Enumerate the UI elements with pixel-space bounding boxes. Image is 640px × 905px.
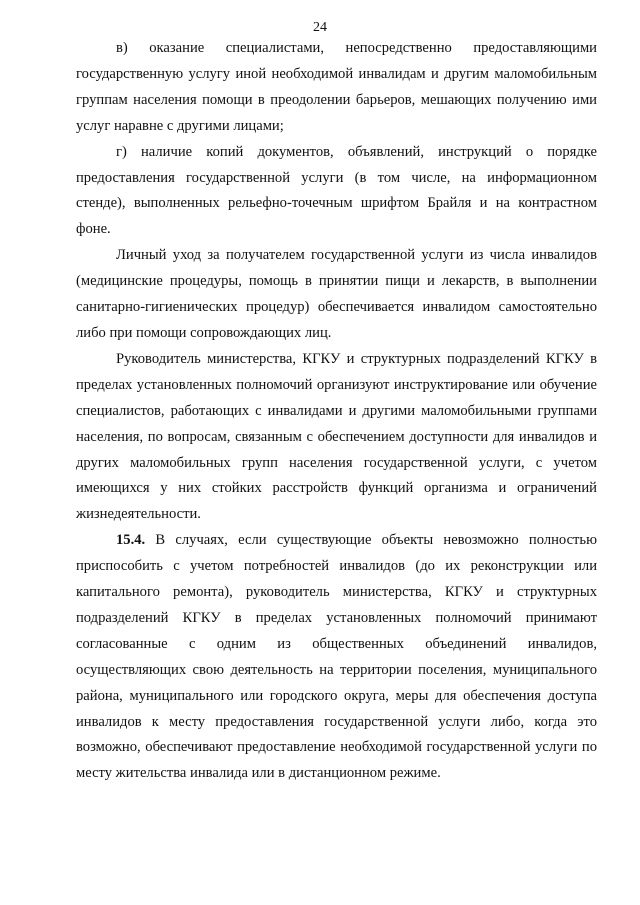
paragraph-personal-care: Личный уход за получателем государственной услуги из числа инвалидов (медицинские процедуры, помощь в принятии пищи и лекарств, в выполнении санитарно-гигиенических процедур) обеспечивается инвалидом самостоятельно либо при помощи сопровождающих лиц.: [76, 247, 597, 341]
paragraph-section-15-4: [76, 528, 597, 787]
paragraph-item-g: г) наличие копий документов, объявлений, инструкций о порядке предоставления государственной услуги (в том числе, на информационном стенде), выполненных рельефно-точечным шрифтом Брайля и на контрастном фоне.: [76, 143, 597, 238]
section-number: 15.4.: [116, 532, 146, 549]
paragraph-staff-training: Руководитель министерства, КГКУ и структурных подразделений КГКУ в пределах установленных полномочий организуют инструктирование или обучение специалистов, работающих с инвалидами и другими маломобильными группами населения, по вопросам, связанным с обеспечением доступности для инвалидов и других маломобильных групп населения государственной услуги, с учетом имеющихся у них стойких расстройств функций организма и ограничений жизнедеятельности.: [76, 350, 597, 523]
page-number: 24: [313, 20, 327, 35]
paragraph-item-v: в) оказание специалистами, непосредственно предоставляющими государственную услугу иной необходимой инвалидам и другим маломобильным группам населения помощи в преодолении барьеров, мешающих получению ими услуг наравне с другими лицами;: [76, 40, 597, 134]
document-body: [76, 36, 597, 787]
section-text: В случаях, если существующие объекты невозможно полностью приспособить с учетом потребностей инвалидов (до их реконструкции или капитального ремонта), руководитель министерства, КГКУ и структурных подразделений КГКУ в пределах установленных полномочий принимают согласованные с одним из общественных объединений инвалидов, осуществляющих свою деятельность на территории поселения, муниципального района, муниципального или городского округа, меры для обеспечения доступа инвалидов к месту предоставления государственной услуги либо, когда это возможно, обеспечивают предоставление необходимой государственной услуги по месту жительства инвалида или в дистанционном режиме.: [76, 532, 597, 782]
